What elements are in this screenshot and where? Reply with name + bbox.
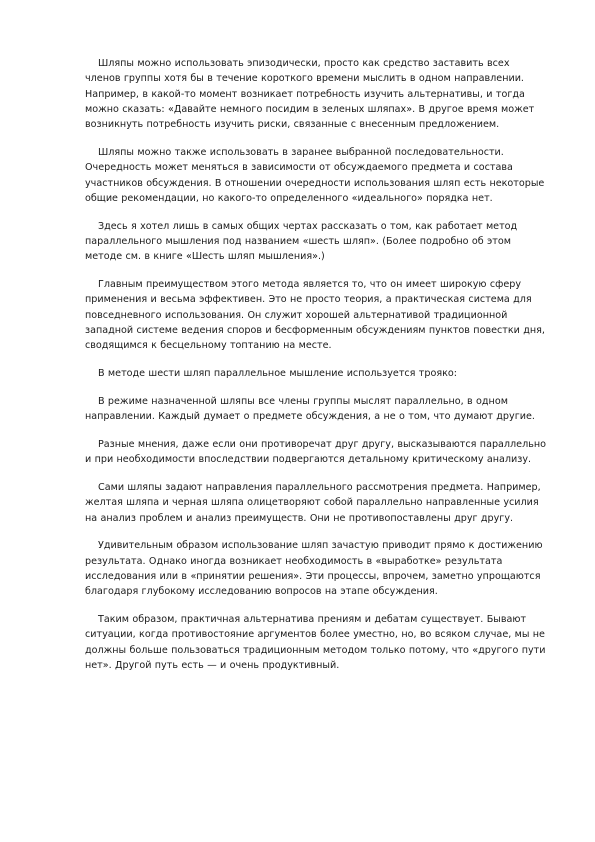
paragraph-method-overview: Здесь я хотел лишь в самых общих чертах рассказать о том, как работает метод параллельного мышления под названием «шесть шляп». (Более подробно об этом методе см. в книге «Шесть шляп мышления».) <box>85 220 518 263</box>
paragraph-main-advantage: Главным преимуществом этого метода является то, что он имеет широкую сферу применения и весьма эффективен. Это не просто теория, а практическая система для повседневного использования. Он служит хорошей альтернативой традиционной западной системе ведения споров и бесформенным обсуждениям пунктов повестки дня, сводящимся к бесцельному топтанию на месте. <box>85 279 545 352</box>
paragraph-different-opinions: Разные мнения, даже если они противоречат друг другу, высказываются параллельно и при необходимости впоследствии подвергаются детальному критическому анализу. <box>85 438 547 466</box>
paragraph-sequence: Шляпы можно также использовать в заранее выбранной последовательности. Очередность может меняться в зависимости от обсуждаемого предмета и состава участников обсуждения. В отношении очередности использования шляп есть некоторые общие рекомендации, но какого-то определенного «идеального» порядка нет. <box>85 146 545 204</box>
paragraph-conclusion: Таким образом, практичная альтернатива прениям и дебатам существует. Бывают ситуации, когда противостояние аргументов более уместно, но, во всяком случае, мы не должны больше пользоваться традиционным методом только потому, что «другого пути нет». Другой путь есть — и очень продуктивный. <box>85 614 546 671</box>
document-page <box>85 56 547 686</box>
paragraph-episodic-hats: Шляпы можно использовать эпизодически, просто как средство заставить всех членов группы хотя бы в течение короткого времени мыслить в одном направлении. Например, в какой-то момент возникает потребность изучить альтернативы, и тогда можно сказать: «Давайте немного посидим в зеленых шляпах». В другое время может возникнуть потребность изучить риски, связанные с внесенным предложением. <box>85 58 535 131</box>
paragraph-threefold-intro: В методе шести шляп параллельное мышление используется трояко: <box>98 368 458 380</box>
paragraph-hats-directions: Сами шляпы задают направления параллельного рассмотрения предмета. Например, желтая шляпа и черная шляпа олицетворяют собой параллельно направленные усилия на анализ проблем и анализ преимуществ. Они не противопоставлены друг другу. <box>85 482 541 524</box>
paragraph-results: Удивительным образом использование шляп зачастую приводит прямо к достижению результата. Однако иногда возникает необходимость в «выработке» результата исследования или в «принятии решения». Эти процессы, впрочем, заметно упрощаются благодаря глубокому исследованию вопросов на этапе обсуждения. <box>85 540 543 598</box>
paragraph-assigned-hat-mode: В режиме назначенной шляпы все члены группы мыслят параллельно, в одном направлении. Каждый думает о предмете обсуждения, а не о том, что думают другие. <box>85 395 535 423</box>
